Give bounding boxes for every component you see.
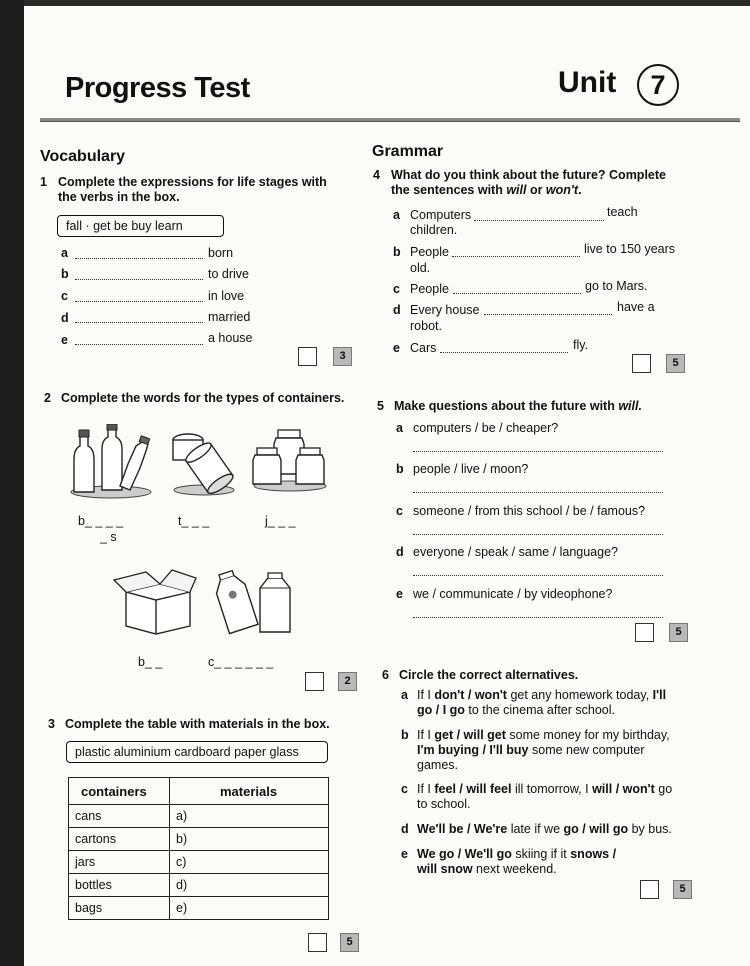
ex5-instruction [394,399,642,414]
ex2-score-box[interactable] [305,672,324,691]
ex4-item-e-blank[interactable] [440,351,568,353]
ex5-item-c-prompt: someone / from this school / be / famous? [413,504,646,518]
ex6-a-text1: If I [417,688,435,702]
ex5-item-b-answer-line[interactable] [413,491,663,493]
ex1-item-b-text: to drive [208,267,249,281]
ex2-label-box[interactable]: b_ _ [138,655,163,669]
ex4-instruction-text: What do you think about the future? Complete the sentences with [391,168,666,197]
materials-table [68,777,329,920]
ex4-item-b-pre: People [410,245,449,259]
ex6-a-choice1[interactable]: don't / won't [434,688,507,702]
ex6-d-choice2[interactable]: go / will go [563,822,629,836]
ex2-label-tins[interactable]: t_ _ _ [178,514,210,528]
ex4-item-e-pre: Cars [410,341,437,355]
ex1-item-d-text: married [208,310,251,324]
ex5-item-b-letter: b [396,462,404,476]
ex3-number: 3 [48,717,55,731]
table-header-containers: containers [69,778,170,805]
table-cell-container: cans [69,805,170,828]
table-row [69,897,329,920]
ex6-item-a [417,688,687,718]
ex1-item-b-letter: b [61,267,69,281]
ex2-label-cartons[interactable]: c_ _ _ _ _ _ [208,655,274,669]
ex4-item-c-pre: People [410,282,449,296]
ex1-item-a-letter: a [61,246,68,260]
ex4-item-b-blank[interactable] [452,255,580,257]
ex6-number: 6 [382,668,389,682]
ex6-a-choice2[interactable]: go / I go [417,703,465,717]
ex4-item-a-post: teach [607,205,638,219]
ex1-item-e-blank[interactable] [75,343,203,345]
ex3-word-box: plastic aluminium cardboard paper glass [66,741,328,763]
ex4-item-e-letter: e [393,341,400,355]
table-cell-material[interactable]: e) [170,897,329,920]
ex6-d-choice1[interactable]: We'll be / We're [417,822,508,836]
tins-illustration [168,428,240,496]
ex1-item-c-blank[interactable] [75,300,203,302]
ex1-number: 1 [40,175,47,189]
ex6-d-text1: late if we [507,822,564,836]
ex4-or: or [526,183,546,197]
ex5-item-e-letter: e [396,587,403,601]
ex6-item-e-letter: e [401,847,408,861]
table-header-row [69,778,329,805]
ex4-item-b-line2: old. [410,261,431,275]
ex4-item-a-line2: children. [410,223,458,237]
ex1-item-c-text: in love [208,289,245,303]
ex6-e-choice1[interactable]: We go / We'll go [417,847,512,861]
ex4-wont: won't [545,183,579,197]
ex5-item-c-letter: c [396,504,403,518]
table-cell-material[interactable]: b) [170,828,329,851]
ex6-b-text1: If I [417,728,435,742]
ex6-c-text3: go [654,782,673,796]
ex4-item-a-blank[interactable] [474,219,604,221]
ex1-item-d-blank[interactable] [75,321,203,323]
ex4-item-d-post: have a [617,300,655,314]
table-header-materials: materials [170,778,329,805]
ex1-score-box[interactable] [298,347,317,366]
ex6-a-text2: get any homework today, [506,688,653,702]
ex1-instruction: Complete the expressions for life stages with the verbs in the box. [58,175,327,204]
ex4-item-e-post: fly. [573,338,589,352]
ex6-item-e [417,847,687,877]
ex1-item-b-blank[interactable] [75,278,203,280]
ex2-label-bottles-end: _ s [100,530,117,544]
ex5-number: 5 [377,399,384,413]
grammar-heading: Grammar [372,143,444,160]
ex4-score: 5 [666,354,685,373]
table-cell-container: jars [69,851,170,874]
header-rule [40,118,740,122]
ex5-instruction-text: Make questions about the future with [394,399,619,413]
ex6-c-choice1[interactable]: feel / will feel [434,782,512,796]
ex4-score-box[interactable] [632,354,651,373]
ex6-instruction: Circle the correct alternatives. [399,668,579,682]
ex5-item-e-answer-line[interactable] [413,616,663,618]
table-cell-material[interactable]: a) [170,805,329,828]
table-row [69,805,329,828]
ex4-item-c-post: go to Mars. [585,279,648,293]
ex6-b-text4: games. [417,758,458,772]
ex4-item-b-post: live to 150 years [584,242,676,256]
ex1-item-a-text: born [208,246,234,260]
ex5-score-box[interactable] [635,623,654,642]
table-cell-container: cartons [69,828,170,851]
ex6-item-c-letter: c [401,782,408,796]
ex2-label-jars[interactable]: j_ _ _ [265,514,296,528]
ex4-number: 4 [373,168,380,182]
ex6-a-text4: to the cinema after school. [464,703,616,717]
ex6-b-choice2[interactable]: I'm buying / I'll buy [417,743,529,757]
table-row [69,828,329,851]
ex6-score: 5 [673,880,692,899]
ex6-e-choice2b[interactable]: will snow [417,862,473,876]
ex6-item-c [417,782,687,812]
ex6-item-b-letter: b [401,728,409,742]
ex4-item-d-blank[interactable] [484,313,612,315]
ex5-item-b-prompt: people / live / moon? [413,462,529,476]
ex5-will: will. [618,399,642,413]
box-illustration [112,566,198,636]
ex6-c-text1: If I [417,782,435,796]
table-row [69,874,329,897]
ex5-item-d-answer-line[interactable] [413,574,663,576]
ex1-word-box: fall · get be buy learn [57,215,224,237]
ex6-c-text2: ill tomorrow, I [511,782,593,796]
ex5-item-e-prompt: we / communicate / by videophone? [413,587,613,601]
unit-number: 7 [637,64,679,106]
ex5-item-d-prompt: everyone / speak / same / language? [413,545,618,559]
ex5-item-c-answer-line[interactable] [413,533,663,535]
ex6-item-d [417,822,687,837]
cartons-illustration [212,568,298,636]
table-cell-container: bags [69,897,170,920]
ex2-instruction: Complete the words for the types of containers. [61,391,345,405]
ex6-b-text3: some new computer [528,743,645,757]
ex4-will: will [506,183,527,197]
ex1-item-c-letter: c [61,289,68,303]
ex1-item-e-letter: e [61,333,68,347]
ex2-label-bottles[interactable]: b_ _ _ _ [78,514,124,528]
ex6-c-text4: to school. [417,797,471,811]
table-cell-material[interactable]: d) [170,874,329,897]
ex6-d-text2: by bus. [628,822,672,836]
page-title: Progress Test [65,72,250,104]
ex1-item-e-text: a house [208,331,253,345]
ex2-number: 2 [44,391,51,405]
ex4-item-d-letter: d [393,303,401,317]
ex5-item-d-letter: d [396,545,404,559]
ex3-instruction: Complete the table with materials in the box. [65,717,330,731]
bottles-illustration [66,424,156,499]
ex4-item-a-pre: Computers [410,208,472,222]
ex4-item-d-pre: Every house [410,303,480,317]
ex5-item-a-answer-line[interactable] [413,450,663,452]
table-cell-container: bottles [69,874,170,897]
ex5-score: 5 [669,623,688,642]
table-row [69,851,329,874]
ex6-a-text3: I'll [652,688,667,702]
jars-illustration [250,426,328,492]
ex6-b-text2: some money for my birthday, [505,728,670,742]
ex5-item-a-letter: a [396,421,403,435]
ex2-score: 2 [338,672,357,691]
ex6-item-d-letter: d [401,822,409,836]
ex6-e-text1: skiing if it [511,847,571,861]
ex4-item-c-letter: c [393,282,400,296]
ex4-item-a-letter: a [393,208,400,222]
table-cell-material[interactable]: c) [170,851,329,874]
ex1-item-d-letter: d [61,311,69,325]
vocabulary-heading: Vocabulary [40,148,126,165]
ex6-c-choice2[interactable]: will / won't [592,782,655,796]
ex6-item-a-letter: a [401,688,408,702]
ex4-item-b-letter: b [393,245,401,259]
ex1-item-a-blank[interactable] [75,257,203,259]
ex3-score-box[interactable] [308,933,327,952]
ex6-b-choice1[interactable]: get / will get [434,728,506,742]
ex5-item-a-prompt: computers / be / cheaper? [413,421,559,435]
ex4-instruction [391,168,681,198]
ex4-item-c-blank[interactable] [453,292,581,294]
unit-label: Unit [558,66,617,99]
ex3-score: 5 [340,933,359,952]
ex1-score: 3 [333,347,352,366]
ex6-e-text2: next weekend. [472,862,557,876]
ex4-dot: . [578,183,582,197]
ex6-score-box[interactable] [640,880,659,899]
ex6-item-b [417,728,687,773]
ex4-item-d-line2: robot. [410,319,442,333]
ex6-e-choice2a[interactable]: snows / [570,847,617,861]
